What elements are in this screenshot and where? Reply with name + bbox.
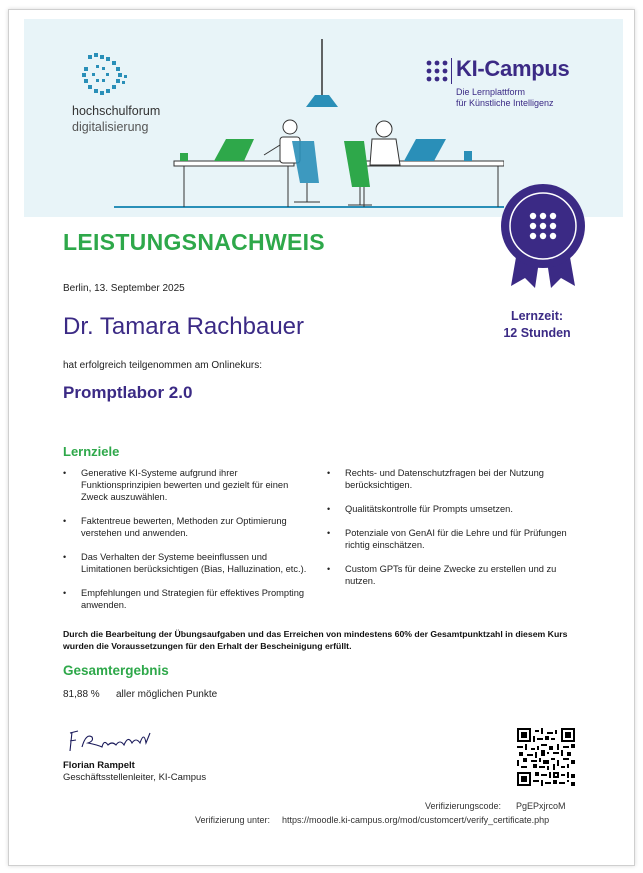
goal-item: • Das Verhalten der Systeme beeinflussen und Limitationen berücksichtigen (Bias, Halluzination, etc.). — [61, 551, 311, 575]
goals-list-left — [61, 467, 311, 623]
hochschulforum-line2: digitalisierung — [72, 120, 149, 134]
verification-url-link[interactable]: https://moodle.ki-campus.org/mod/customcert/verify_certificate.php — [282, 815, 550, 825]
verification-url-label: Verifizierung unter: — [195, 815, 271, 825]
logo-divider — [451, 58, 452, 84]
goals-heading: Lernziele — [63, 444, 120, 459]
qr-code-icon[interactable] — [517, 728, 575, 786]
verification-code-label: Verifizierungscode: — [425, 801, 502, 811]
participation-text: hat erfolgreich teilgenommen am Onlinekurs: — [63, 360, 262, 371]
rosette-badge-icon — [497, 180, 589, 290]
signature-icon — [64, 727, 160, 757]
goal-item: • Generative KI-Systeme aufgrund ihrer Funktionsprinzipien bewerten und gezielt für einen Zweck auszuwählen. — [61, 467, 311, 503]
signer-role: Geschäftsstellenleiter, KI-Campus — [63, 772, 207, 783]
course-name: Promptlabor 2.0 — [63, 383, 193, 402]
ki-campus-title: KI-Campus — [456, 56, 570, 81]
requirement-text: Durch die Bearbeitung der Übungsaufgaben und das Erreichen von mindestens 60% der Gesamtpunktzahl in diesem Kurs wurden die Voraussetzungen für den Erhalt der Bescheinigung erfüllt. — [63, 629, 568, 651]
goals-list-right — [325, 467, 570, 599]
result-score: 81,88 % — [63, 689, 100, 700]
goal-item: • Faktentreue bewerten, Methoden zur Optimierung verstehen und anwenden. — [61, 515, 311, 539]
issue-date: Berlin, 13. September 2025 — [63, 283, 185, 294]
goal-item: • Custom GPTs für deine Zwecke zu erstellen und zu nutzen. — [325, 563, 570, 587]
ki-campus-logo-icon — [426, 60, 448, 82]
hochschulforum-line1: hochschulforum — [72, 104, 161, 118]
lernzeit-label: Lernzeit: — [510, 309, 564, 323]
goal-item: • Empfehlungen und Strategien für effektives Prompting anwenden. — [61, 587, 311, 611]
recipient-name: Dr. Tamara Rachbauer — [63, 313, 305, 340]
certificate-title: LEISTUNGSNACHWEIS — [63, 229, 325, 255]
result-heading: Gesamtergebnis — [63, 663, 169, 678]
ki-campus-subtitle-2: für Künstliche Intelligenz — [456, 98, 554, 108]
goal-item: • Potenziale von GenAI für die Lehre und für Prüfungen richtig einschätzen. — [325, 527, 570, 551]
ki-campus-subtitle-1: Die Lernplattform — [456, 87, 526, 97]
goal-item: • Rechts- und Datenschutzfragen bei der Nutzung berücksichtigen. — [325, 467, 570, 491]
signer-name: Florian Rampelt — [63, 760, 135, 771]
goal-item: • Qualitätskontrolle für Prompts umsetzen. — [325, 503, 570, 515]
result-score-suffix: aller möglichen Punkte — [116, 689, 218, 700]
verification-code: PgEPxjrcoM — [516, 801, 566, 811]
lernzeit-value: 12 Stunden — [503, 326, 571, 340]
